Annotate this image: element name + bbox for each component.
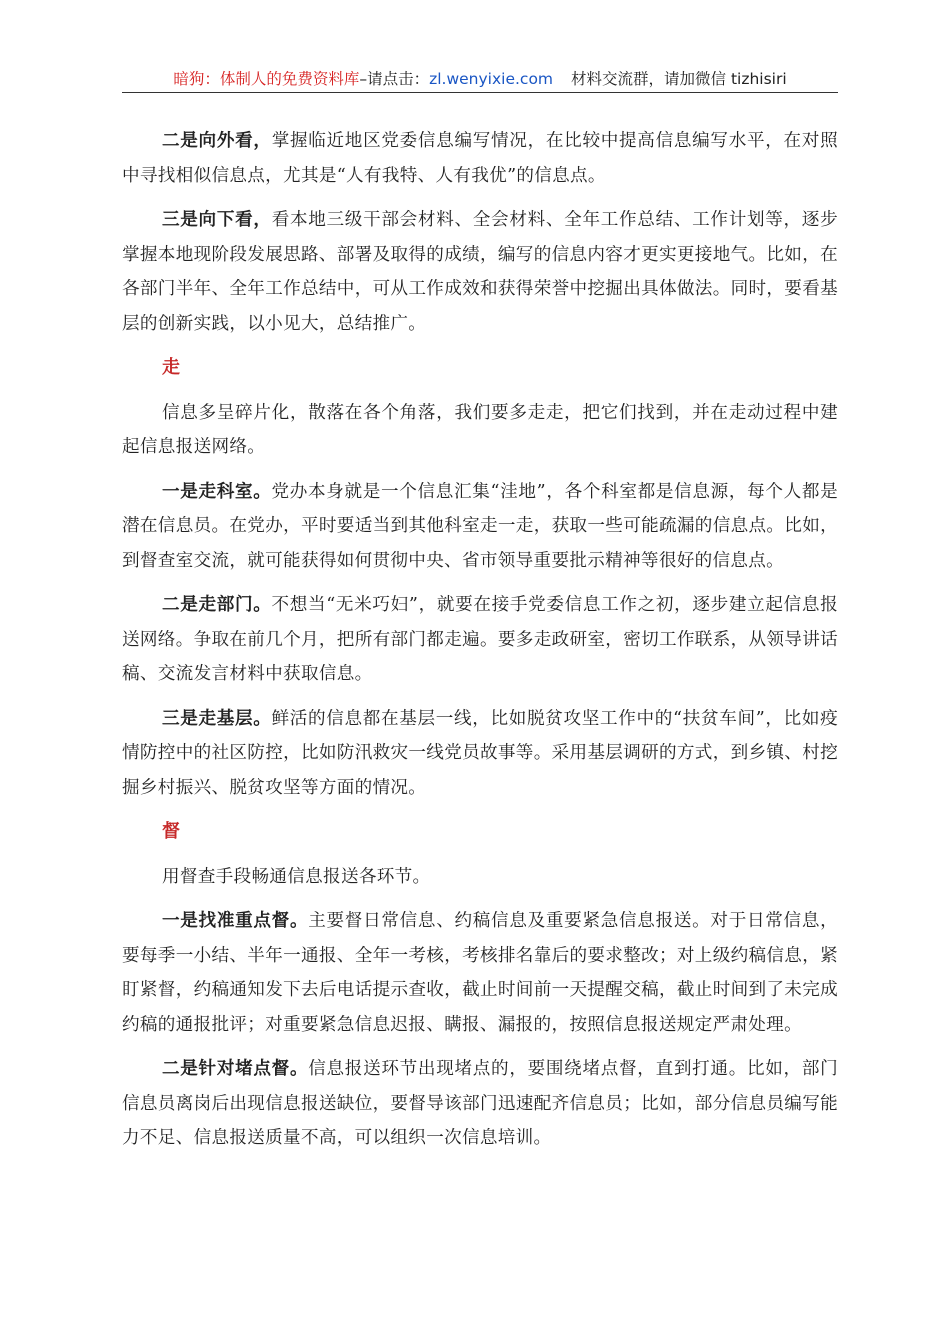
paragraph-text: 掌握临近地区党委信息编写情况，在比较中提高信息编写水平，在对照中寻找相似信息点，尤其是“人有我特、人有我优”的信息点。 [122,131,838,186]
paragraph-text: 信息多呈碎片化，散落在各个角落，我们要多走走，把它们找到，并在走动过程中建起信息报送网络。 [122,402,838,457]
paragraph [122,203,838,341]
paragraph [122,702,838,806]
section-title-zou: 走 [162,357,181,378]
paragraph-text: 不想当“无米巧妇”，就要在接手党委信息工作之初，逐步建立起信息报送网络。争取在前几个月，把所有部门都走遍。要多走政研室，密切工作联系，从领导讲话稿、交流发言材料中获取信息。 [122,595,838,684]
paragraph-text: 党办本身就是一个信息汇集“洼地”，各个科室都是信息源，每个人都是潜在信息员。在党办，平时要适当到其他科室走一走，获取一些可能疏漏的信息点。比如，到督查室交流，就可能获得如何贯彻中央、省市领导重要批示精神等很好的信息点。 [122,481,838,571]
header-click-prefix: –请点击： [359,70,430,88]
paragraph-text: 用督查手段畅通信息报送各环节。 [162,866,431,887]
paragraph-text: 看本地三级干部会材料、全会材料、全年工作总结、工作计划等，逐步掌握本地现阶段发展思路、部署及取得的成绩，编写的信息内容才更实更接地气。比如，在各部门半年、全年工作总结中，可从工作成效和获得荣誉中挖掘出具体做法。同时，要看基层的创新实践，以小见大，总结推广。 [122,210,838,334]
paragraph-lead: 一是走科室。 [162,480,272,502]
paragraph-lead: 三是向下看， [162,209,272,230]
paragraph-lead: 一是找准重点督。 [162,910,309,931]
paragraph [122,860,838,895]
header-wechat-text: 材料交流群，请加微信 tizhisiri [571,70,787,88]
paragraph-text: 信息报送环节出现堵点的，要围绕堵点督，直到打通。比如，部门信息员离岗后出现信息报送缺位，要督导该部门迅速配齐信息员；比如，部分信息员编写能力不足、信息报送质量不高，可以组织一次信息培训。 [122,1059,838,1148]
header-site-name: 暗狗：体制人的免费资料库 [173,70,360,88]
page-header [122,66,838,93]
paragraph-lead: 三是走基层。 [162,707,272,729]
paragraph-lead: 二是向外看， [162,130,272,151]
paragraph-lead: 二是走部门。 [162,594,272,615]
paragraph [122,904,838,1042]
paragraph [122,124,838,193]
paragraph-lead: 二是针对堵点督。 [162,1058,309,1079]
document-body [122,124,838,1166]
header-url-link[interactable]: zl.wenyixie.com [429,70,554,88]
paragraph [122,475,838,579]
paragraph-text: 鲜活的信息都在基层一线，比如脱贫攻坚工作中的“扶贫车间”，比如疫情防控中的社区防控，比如防汛救灾一线党员故事等。采用基层调研的方式，到乡镇、村挖掘乡村振兴、脱贫攻坚等方面的情况。 [122,708,838,798]
section-title-du: 督 [162,821,181,842]
section-heading [122,815,838,850]
paragraph-text: 主要督日常信息、约稿信息及重要紧急信息报送。对于日常信息，要每季一小结、半年一通报、全年一考核，考核排名靠后的要求整改；对上级约稿信息，紧盯紧督，约稿通知发下去后电话提示查收，截止时间前一天提醒交稿，截止时间到了未完成约稿的通报批评；对重要紧急信息迟报、瞒报、漏报的，按照信息报送规定严肃处理。 [122,911,838,1035]
section-heading [122,351,838,386]
paragraph [122,588,838,692]
paragraph [122,1052,838,1156]
paragraph [122,396,838,465]
